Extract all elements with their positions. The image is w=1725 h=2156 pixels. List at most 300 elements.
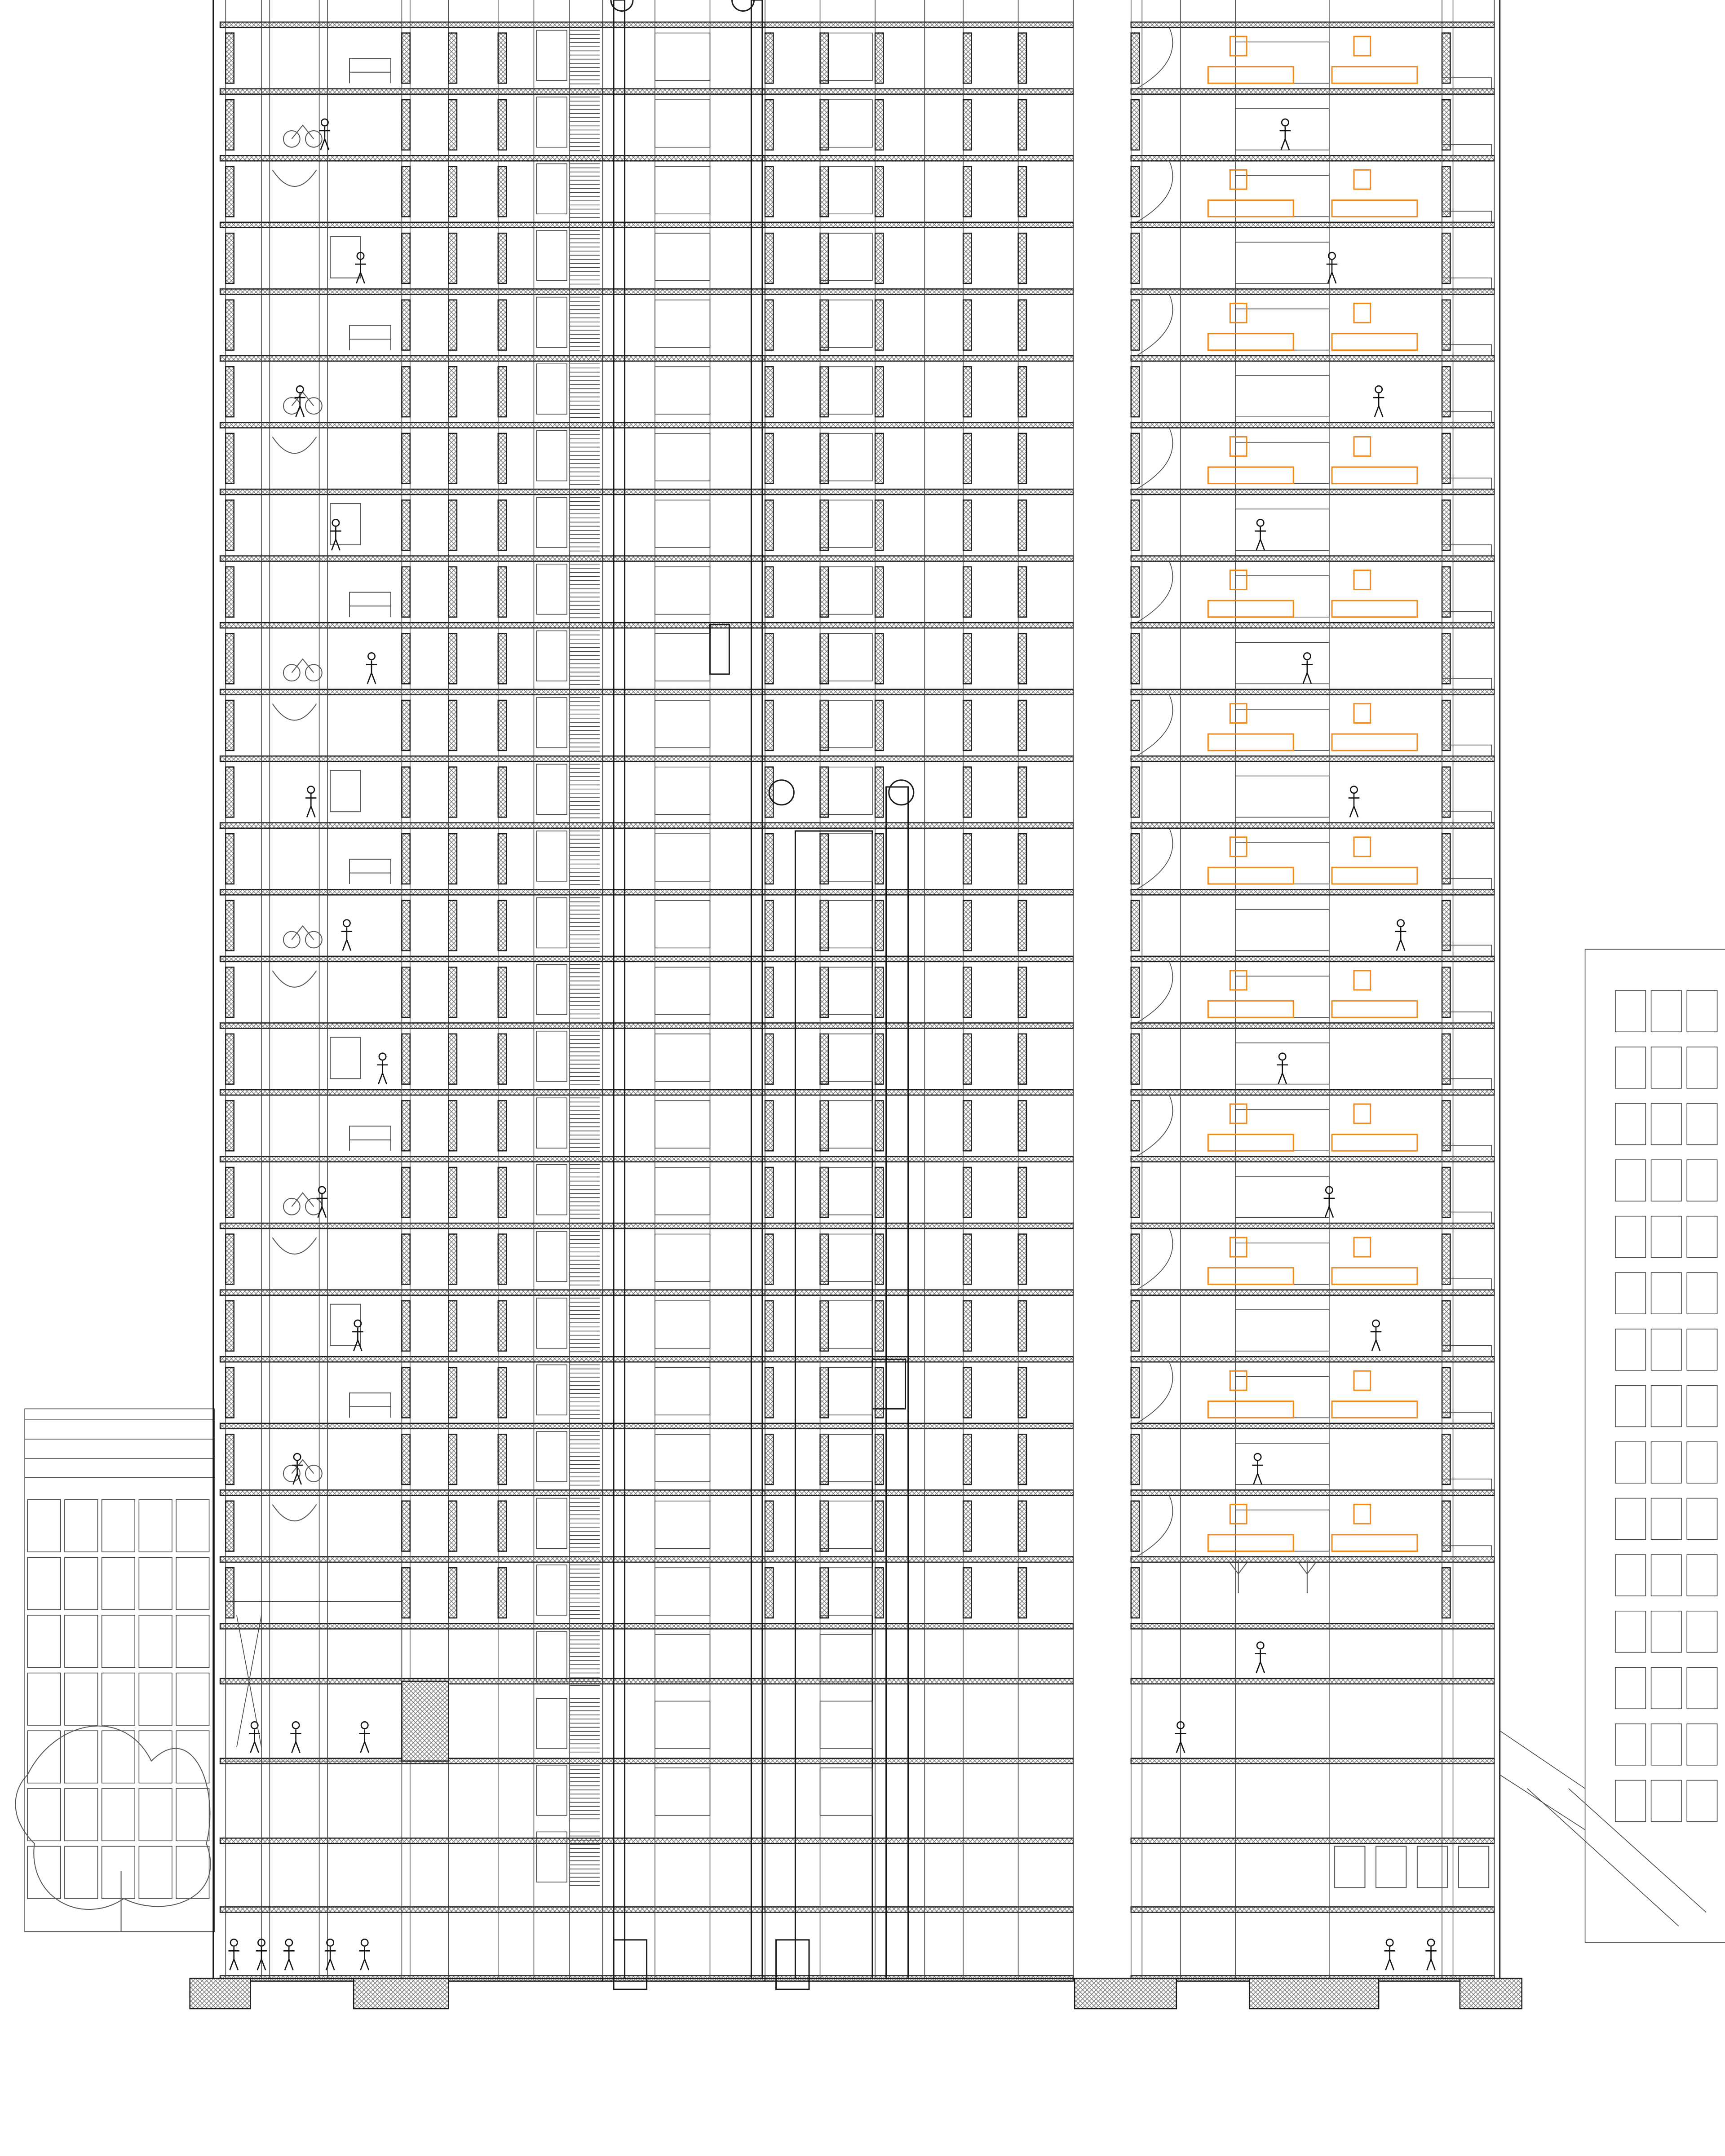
window — [1651, 1216, 1681, 1258]
column — [875, 33, 883, 84]
orange-lamp — [1230, 36, 1247, 56]
column — [1442, 1100, 1450, 1151]
column — [765, 834, 773, 884]
column — [402, 367, 410, 417]
window — [176, 1500, 209, 1552]
window — [1651, 1442, 1681, 1483]
footing — [1075, 1979, 1177, 2009]
column — [1131, 100, 1139, 150]
column — [875, 901, 883, 951]
column — [875, 233, 883, 283]
column — [402, 1167, 410, 1218]
column — [498, 367, 506, 417]
window — [1687, 1611, 1717, 1652]
column — [963, 1368, 971, 1418]
column — [765, 700, 773, 751]
column — [226, 300, 234, 350]
column — [1018, 233, 1026, 283]
floor-slab — [220, 1090, 603, 1095]
column — [449, 1234, 457, 1285]
orange-lamp — [1230, 303, 1247, 323]
column — [226, 500, 234, 550]
floor-slab — [1131, 1679, 1495, 1684]
floor-slab — [603, 222, 765, 228]
interior-wall — [1236, 442, 1329, 484]
floor-slab — [220, 356, 603, 361]
floor-slab — [603, 756, 765, 761]
floor-slab — [603, 1623, 765, 1629]
column — [449, 1034, 457, 1084]
column — [765, 100, 773, 150]
column — [765, 1301, 773, 1351]
window — [27, 1557, 61, 1609]
person-icon — [359, 1939, 370, 1970]
window — [176, 1789, 209, 1841]
stair-door — [537, 497, 567, 548]
column — [1018, 167, 1026, 217]
person-icon — [330, 519, 341, 550]
column — [765, 634, 773, 684]
window — [65, 1557, 98, 1609]
floor-slab — [765, 89, 1073, 94]
sofa-icon — [349, 58, 391, 83]
floor-slab — [603, 1157, 765, 1162]
elevator-car — [614, 1940, 647, 1989]
floor-slab — [603, 1679, 765, 1684]
floor-slab — [603, 956, 765, 962]
window — [1687, 1555, 1717, 1596]
column — [875, 634, 883, 684]
floor-slab — [220, 222, 603, 228]
column — [449, 100, 457, 150]
column — [963, 500, 971, 550]
column — [1442, 233, 1450, 283]
floor-slab — [765, 823, 1073, 828]
column — [1018, 1501, 1026, 1551]
orange-cabinet — [1208, 334, 1293, 350]
bicycle-icon — [283, 125, 322, 147]
column — [1131, 1100, 1139, 1151]
bicycle-icon — [283, 926, 322, 948]
column — [1131, 1368, 1139, 1418]
column — [226, 33, 234, 84]
window — [65, 1731, 98, 1783]
column — [820, 967, 828, 1017]
column — [226, 1034, 234, 1084]
window — [102, 1673, 135, 1725]
column — [1018, 1434, 1026, 1484]
window-frame — [655, 1167, 710, 1215]
window — [1651, 1160, 1681, 1201]
orange-lamp — [1354, 170, 1371, 189]
floor-slab — [765, 623, 1073, 628]
orange-cabinet — [1208, 1401, 1293, 1418]
window — [1651, 1272, 1681, 1314]
column — [1018, 1167, 1026, 1218]
column — [402, 433, 410, 484]
column — [1018, 901, 1026, 951]
column — [449, 767, 457, 817]
column — [765, 901, 773, 951]
interior-wall — [1236, 376, 1329, 417]
window — [1651, 1611, 1681, 1652]
floor-slab — [1131, 1356, 1495, 1362]
column — [1018, 1034, 1026, 1084]
stair-door — [537, 1632, 567, 1682]
window — [139, 1673, 172, 1725]
floor-slab — [1131, 1157, 1495, 1162]
window — [1615, 1104, 1645, 1145]
interior-wall — [1236, 109, 1329, 150]
column — [402, 167, 410, 217]
floor-slab — [1131, 422, 1495, 428]
window-frame — [655, 433, 710, 481]
window-frame — [655, 100, 710, 147]
interior-wall — [1236, 309, 1329, 350]
column — [226, 1434, 234, 1484]
orange-cabinet — [1208, 200, 1293, 217]
window — [65, 1500, 98, 1552]
column — [875, 567, 883, 617]
floor-slab — [765, 1423, 1073, 1429]
column — [820, 1434, 828, 1484]
floor-slab — [220, 1623, 603, 1629]
window — [27, 1847, 61, 1899]
column — [963, 1100, 971, 1151]
column — [226, 567, 234, 617]
column — [402, 1100, 410, 1151]
floor-slab — [220, 956, 603, 962]
floor-slab — [765, 556, 1073, 561]
interior-wall — [1236, 1109, 1329, 1151]
column — [963, 1501, 971, 1551]
stair-door — [537, 1698, 567, 1749]
pedestrian-bridge — [1500, 1731, 1706, 1926]
column — [226, 1568, 234, 1618]
person-icon — [1349, 786, 1360, 817]
stair-door — [537, 831, 567, 881]
orange-cabinet — [1332, 467, 1417, 484]
storage-rack-icon — [1459, 1847, 1489, 1888]
floor-slab — [220, 1838, 603, 1843]
person-icon — [294, 386, 305, 417]
column — [226, 367, 234, 417]
column — [498, 167, 506, 217]
window-frame — [655, 167, 710, 214]
column — [1442, 700, 1450, 751]
floor-slab — [603, 1090, 765, 1095]
window — [1687, 1329, 1717, 1370]
column — [226, 700, 234, 751]
floor-slab — [765, 1557, 1073, 1562]
column — [765, 367, 773, 417]
column — [963, 700, 971, 751]
column — [765, 1501, 773, 1551]
elevator-car — [776, 1940, 809, 1989]
window — [1687, 1667, 1717, 1709]
orange-lamp — [1230, 1371, 1247, 1390]
column — [820, 1234, 828, 1285]
plant-icon — [1299, 1560, 1315, 1593]
column — [226, 100, 234, 150]
floor-slab — [765, 155, 1073, 161]
window-frame — [655, 367, 710, 414]
person-icon — [359, 1722, 370, 1753]
column — [765, 1434, 773, 1484]
bookshelf-icon — [330, 504, 360, 545]
window — [65, 1847, 98, 1899]
floor-slab — [765, 22, 1073, 27]
floor-slab — [1131, 1490, 1495, 1495]
window-frame — [655, 1368, 710, 1415]
person-icon — [1277, 1053, 1288, 1084]
window-frame — [655, 567, 710, 614]
window-frame — [655, 634, 710, 681]
column — [875, 1167, 883, 1218]
interior-wall — [1236, 843, 1329, 884]
floor-slab — [765, 1623, 1073, 1629]
floor-slab — [1131, 1758, 1495, 1764]
column — [1018, 367, 1026, 417]
column — [820, 1301, 828, 1351]
floor-slab — [603, 1557, 765, 1562]
orange-lamp — [1230, 1237, 1247, 1257]
column — [963, 433, 971, 484]
neighbor-building-left — [25, 1409, 215, 1932]
orange-cabinet — [1332, 867, 1417, 884]
window — [1651, 1329, 1681, 1370]
window-frame — [655, 1635, 710, 1682]
column — [1131, 1568, 1139, 1618]
column — [402, 233, 410, 283]
column — [402, 967, 410, 1017]
window — [65, 1615, 98, 1667]
stair-door — [537, 564, 567, 614]
column — [765, 233, 773, 283]
column — [820, 300, 828, 350]
floor-slab — [1131, 89, 1495, 94]
column — [765, 1234, 773, 1285]
column — [820, 901, 828, 951]
column — [449, 1100, 457, 1151]
column — [963, 901, 971, 951]
column — [498, 700, 506, 751]
floor-slab — [603, 623, 765, 628]
person-icon — [341, 920, 353, 951]
pulley — [889, 780, 914, 805]
column — [402, 834, 410, 884]
floor-slab — [1131, 689, 1495, 695]
orange-cabinet — [1208, 67, 1293, 84]
column — [449, 634, 457, 684]
column — [402, 100, 410, 150]
column — [226, 967, 234, 1017]
sofa-icon — [349, 1393, 391, 1418]
window — [1651, 990, 1681, 1032]
window — [1687, 1272, 1717, 1314]
column — [449, 1368, 457, 1418]
floor-slab — [1131, 556, 1495, 561]
column — [402, 1034, 410, 1084]
column — [449, 967, 457, 1017]
column — [1018, 500, 1026, 550]
stair-door — [537, 964, 567, 1015]
column — [875, 1434, 883, 1484]
floor-slab — [220, 1423, 603, 1429]
stair-door — [537, 30, 567, 80]
floor-slab — [603, 489, 765, 495]
window — [1651, 1385, 1681, 1427]
column — [820, 1100, 828, 1151]
hammock-icon — [272, 1237, 316, 1254]
column — [498, 300, 506, 350]
floor-slab — [220, 489, 603, 495]
floor-slab — [220, 289, 603, 294]
orange-lamp — [1230, 704, 1247, 723]
column — [820, 233, 828, 283]
column — [1018, 33, 1026, 84]
interior-wall — [1236, 42, 1329, 83]
person-icon — [352, 1320, 363, 1351]
window — [1687, 1498, 1717, 1540]
window — [176, 1847, 209, 1899]
column — [402, 1234, 410, 1285]
column — [1442, 1167, 1450, 1218]
column — [820, 367, 828, 417]
window — [1615, 1442, 1645, 1483]
floor-slab — [1131, 1557, 1495, 1562]
floor-slab — [765, 956, 1073, 962]
column — [963, 1301, 971, 1351]
orange-lamp — [1230, 1104, 1247, 1123]
floor-slab — [220, 89, 603, 94]
floor-slab — [765, 1356, 1073, 1362]
person-icon — [1384, 1939, 1395, 1970]
column — [498, 1234, 506, 1285]
window — [27, 1731, 61, 1783]
column — [226, 433, 234, 484]
window — [176, 1615, 209, 1667]
floor-slab — [765, 1290, 1073, 1295]
column — [963, 1167, 971, 1218]
column — [875, 1568, 883, 1618]
column — [765, 1368, 773, 1418]
bicycle-icon — [283, 1193, 322, 1215]
window — [139, 1847, 172, 1899]
column — [963, 233, 971, 283]
window — [1615, 1216, 1645, 1258]
column — [449, 700, 457, 751]
column — [1131, 233, 1139, 283]
floor-slab — [220, 689, 603, 695]
window — [1687, 1047, 1717, 1088]
hammock-icon — [272, 437, 316, 454]
column — [1018, 634, 1026, 684]
column — [1018, 1234, 1026, 1285]
column — [1442, 100, 1450, 150]
column — [765, 167, 773, 217]
column — [449, 901, 457, 951]
column — [765, 967, 773, 1017]
column — [402, 767, 410, 817]
column — [498, 1301, 506, 1351]
column — [875, 1301, 883, 1351]
column — [226, 634, 234, 684]
bicycle-icon — [283, 1460, 322, 1482]
stair-door — [537, 1231, 567, 1281]
window-frame — [655, 300, 710, 348]
column — [498, 634, 506, 684]
window-frame — [655, 1100, 710, 1148]
column — [1131, 1434, 1139, 1484]
floor-slab — [1131, 155, 1495, 161]
orange-lamp — [1354, 704, 1371, 723]
window — [102, 1615, 135, 1667]
column — [498, 1368, 506, 1418]
floor-slab — [765, 756, 1073, 761]
column — [498, 1501, 506, 1551]
column — [449, 567, 457, 617]
floor-slab — [603, 1356, 765, 1362]
column — [1442, 1368, 1450, 1418]
floor-slab — [603, 1223, 765, 1228]
window — [139, 1789, 172, 1841]
interior-wall — [1236, 1176, 1329, 1218]
interior-wall — [1236, 910, 1329, 951]
column — [1018, 1100, 1026, 1151]
floor-slab — [1131, 1223, 1495, 1228]
window-frame — [655, 1301, 710, 1348]
window — [1615, 1385, 1645, 1427]
orange-lamp — [1354, 837, 1371, 857]
column — [1018, 433, 1026, 484]
window — [176, 1673, 209, 1725]
window — [1651, 1667, 1681, 1709]
window — [139, 1615, 172, 1667]
storage-rack-icon — [1335, 1847, 1365, 1888]
column — [498, 1568, 506, 1618]
sofa-icon — [349, 859, 391, 884]
orange-cabinet — [1208, 1001, 1293, 1017]
window — [1615, 1724, 1645, 1765]
column — [498, 233, 506, 283]
floor-slab — [765, 289, 1073, 294]
column — [820, 433, 828, 484]
floor-slab — [220, 1290, 603, 1295]
window — [1615, 1498, 1645, 1540]
elevator-car — [710, 625, 730, 674]
floor-slab — [765, 1907, 1073, 1912]
column — [963, 967, 971, 1017]
column — [1442, 433, 1450, 484]
column — [1131, 767, 1139, 817]
window — [1687, 1104, 1717, 1145]
window-frame — [655, 1501, 710, 1549]
column — [820, 33, 828, 84]
floor-slab — [603, 1758, 765, 1764]
column — [963, 33, 971, 84]
column — [1442, 834, 1450, 884]
column — [498, 1100, 506, 1151]
stair-door — [537, 1165, 567, 1215]
column — [1131, 1301, 1139, 1351]
orange-lamp — [1354, 971, 1371, 990]
window — [1651, 1724, 1681, 1765]
stair-door — [537, 97, 567, 147]
column — [875, 1034, 883, 1084]
window-frame — [655, 1768, 710, 1816]
orange-cabinet — [1208, 1535, 1293, 1551]
